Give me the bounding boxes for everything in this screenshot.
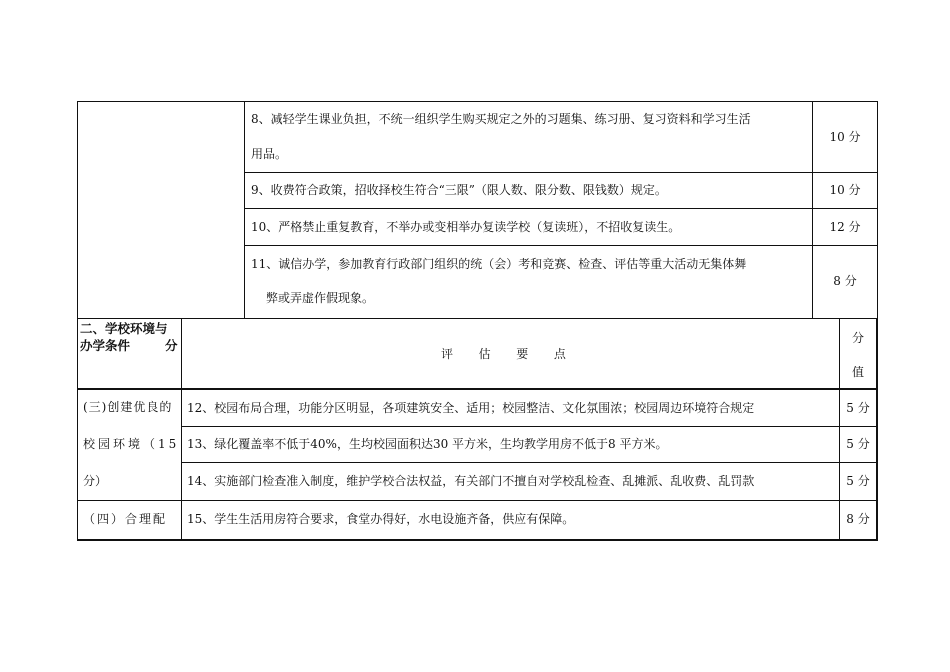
criterion-text: 12、校园布局合理，功能分区明显，各项建筑安全、适用；校园整洁、文化氛围浓；校园周边环境符合规定 xyxy=(187,401,755,415)
table-border-left xyxy=(77,318,78,541)
score-value: 5 分 xyxy=(846,474,870,488)
row-divider xyxy=(181,462,878,463)
column-divider xyxy=(181,318,182,541)
row-divider xyxy=(77,500,878,501)
table-border-bottom xyxy=(77,539,878,541)
points-header: 评 估 要 点 xyxy=(441,347,572,361)
score-value: 5 分 xyxy=(846,401,870,415)
table-border-right xyxy=(877,101,878,318)
section-label-cont: 分） xyxy=(83,474,108,488)
score-value: 5 分 xyxy=(846,437,870,451)
criterion-text: 13、绿化覆盖率不低于40%，生均校园面积达30 平方米，生均教学用房不低于8 平方米。 xyxy=(187,437,668,451)
criterion-text: 11、诚信办学，参加教育行政部门组织的统（会）考和竞赛、检查、评估等重大活动无集体舞 xyxy=(251,257,747,271)
row-divider xyxy=(244,245,878,246)
row-divider xyxy=(244,208,878,209)
criterion-text: 14、实施部门检查准入制度，维护学校合法权益，有关部门不擅自对学校乱检查、乱摊派、乱收费、乱罚款 xyxy=(187,474,755,488)
score-value: 12 分 xyxy=(829,220,861,234)
table-border-top xyxy=(77,101,878,102)
row-divider xyxy=(181,426,878,427)
criterion-text-cont: 用品。 xyxy=(251,147,288,161)
criterion-text: 10、严格禁止重复教育，不举办或变相举办复读学校（复读班），不招收复读生。 xyxy=(251,220,681,234)
column-divider xyxy=(244,101,245,318)
category-header: 二、学校环境与 xyxy=(80,321,168,336)
score-value: 8 分 xyxy=(833,274,857,288)
score-header: 分 xyxy=(851,331,864,345)
criterion-text-cont: 弊或弄虚作假现象。 xyxy=(266,291,375,305)
table-border-right xyxy=(876,318,878,541)
category-header-cont: 办学条件 xyxy=(80,338,131,353)
criterion-text: 15、学生生活用房符合要求，食堂办得好，水电设施齐备，供应有保障。 xyxy=(187,512,575,526)
score-value: 10 分 xyxy=(829,183,861,197)
row-divider xyxy=(244,172,878,173)
category-header-suffix: 分 xyxy=(165,338,178,353)
section-label-cont: 校园环境（15 xyxy=(83,437,180,451)
score-value: 8 分 xyxy=(846,512,870,526)
score-header-cont: 值 xyxy=(851,365,864,379)
header-bottom-border xyxy=(77,388,878,390)
section-label: (三)创建优良的 xyxy=(83,400,173,414)
column-divider xyxy=(839,318,840,541)
criterion-text: 8、减轻学生课业负担，不统一组织学生购买规定之外的习题集、练习册、复习资料和学习生活 xyxy=(251,112,751,126)
table-border-left xyxy=(77,101,78,318)
table-border-top xyxy=(77,318,878,319)
criterion-text: 9、收费符合政策，招收择校生符合“三限”（限人数、限分数、限钱数）规定。 xyxy=(251,183,667,197)
score-value: 10 分 xyxy=(829,130,861,144)
section-label: （四）合理配 xyxy=(83,512,168,526)
